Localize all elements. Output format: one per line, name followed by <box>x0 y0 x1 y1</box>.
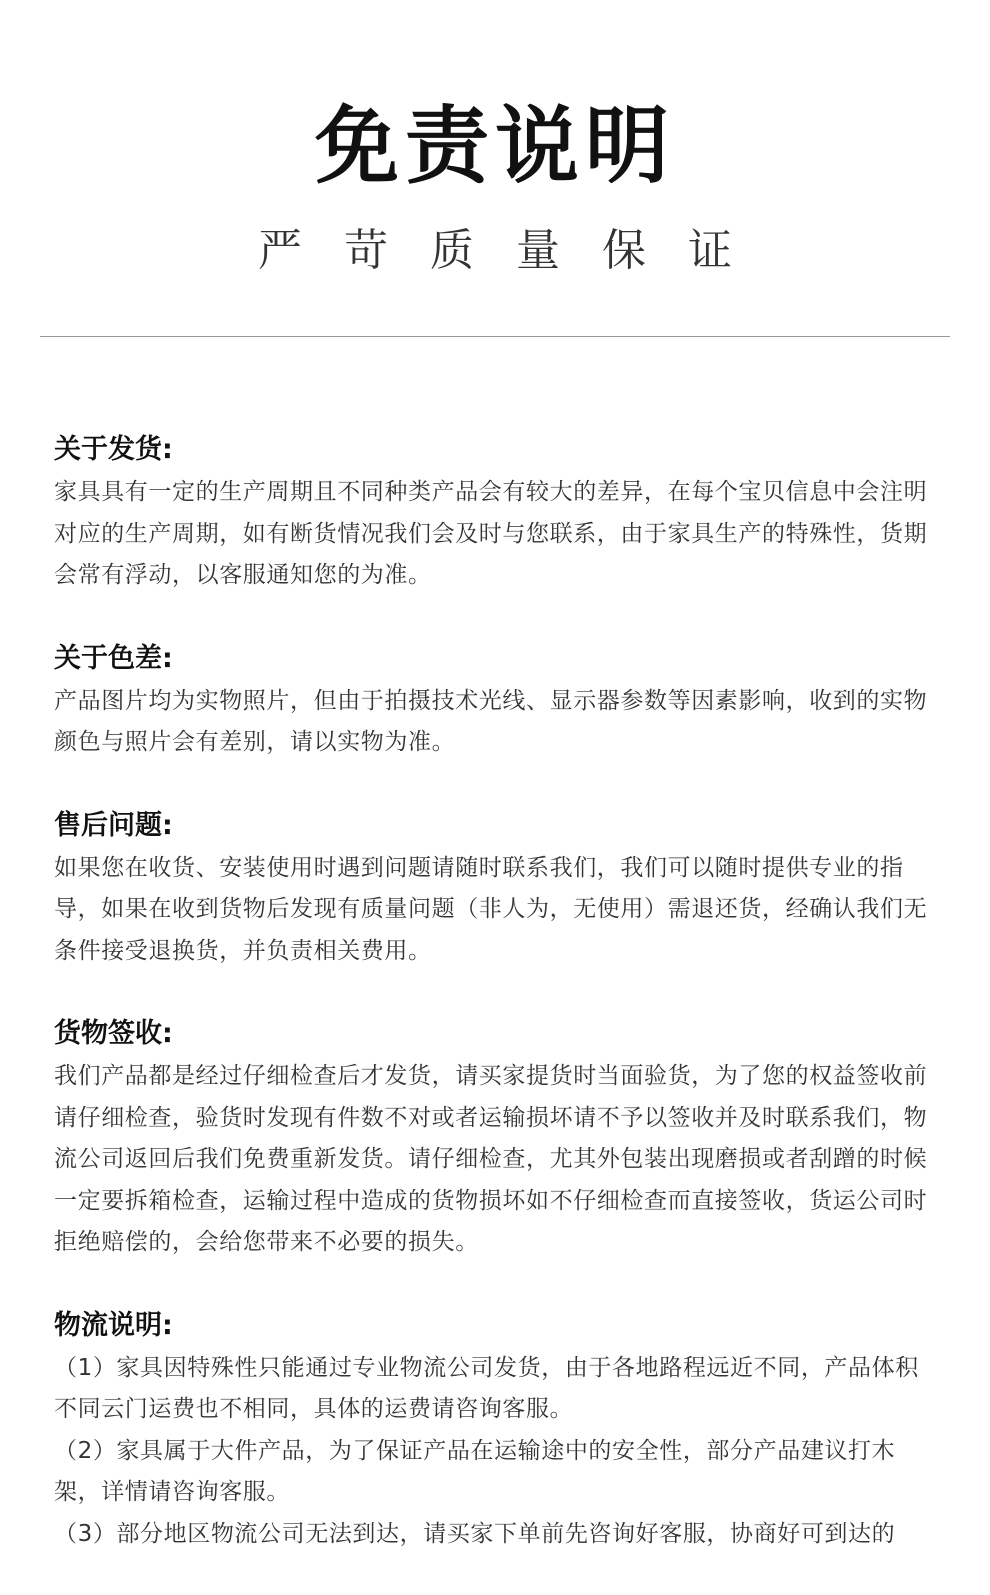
section-shipping <box>54 428 934 597</box>
section-heading: 货物签收: <box>54 1018 173 1049</box>
section-paragraph: 如果您在收货、安装使用时遇到问题请随时联系我们，我们可以随时提供专业的指导，如果在收到货物后发现有质量问题（非人为，无使用）需退还货，经确认我们无条件接受退换货，并负责相关费用。 <box>54 854 928 964</box>
header <box>0 0 990 340</box>
disclaimer-content <box>54 428 934 1595</box>
section-paragraph: （2）家具属于大件产品，为了保证产品在运输途中的安全性，部分产品建议打木架，详情请咨询客服。 <box>54 1437 896 1505</box>
section-paragraph: （1）家具因特殊性只能通过专业物流公司发货，由于各地路程远近不同，产品体积不同云门运费也不相同，具体的运费请咨询客服。 <box>54 1354 919 1422</box>
section-body <box>54 472 934 597</box>
section-body <box>54 1056 934 1264</box>
divider <box>40 336 950 337</box>
section-body <box>54 1348 934 1556</box>
section-goods-receipt <box>54 1012 934 1264</box>
section-heading: 关于发货: <box>54 434 173 465</box>
section-body <box>54 848 934 973</box>
section-paragraph: 家具具有一定的生产周期且不同种类产品会有较大的差异，在每个宝贝信息中会注明对应的生产周期，如有断货情况我们会及时与您联系，由于家具生产的特殊性，货期会常有浮动，以客服通知您的为准。 <box>54 479 928 588</box>
section-heading: 关于色差: <box>54 642 173 674</box>
page-subtitle: 严苛质量保证 <box>258 225 774 276</box>
section-color-difference <box>54 637 934 764</box>
section-heading: 售后问题: <box>54 809 173 841</box>
section-after-sales <box>54 804 934 973</box>
page-title: 免责说明 <box>314 97 675 195</box>
section-logistics <box>54 1304 934 1556</box>
section-paragraph: （3）部分地区物流公司无法到达，请买家下单前先咨询好客服，协商好可到达的 <box>54 1520 896 1547</box>
section-paragraph: 我们产品都是经过仔细检查后才发货，请买家提货时当面验货，为了您的权益签收前请仔细检查，验货时发现有件数不对或者运输损坏请不予以签收并及时联系我们，物流公司返回后我们免费重新发货。请仔细检查，尤其外包装出现磨损或者刮蹭的时候一定要拆箱检查，运输过程中造成的货物损坏如不仔细检查而直接签收，货运公司时拒绝赔偿的，会给您带来不必要的损失。 <box>54 1063 928 1255</box>
section-paragraph: 产品图片均为实物照片，但由于拍摄技术光线、显示器参数等因素影响，收到的实物颜色与照片会有差别，请以实物为准。 <box>54 687 928 755</box>
section-heading: 物流说明: <box>54 1309 173 1341</box>
section-body <box>54 681 934 764</box>
